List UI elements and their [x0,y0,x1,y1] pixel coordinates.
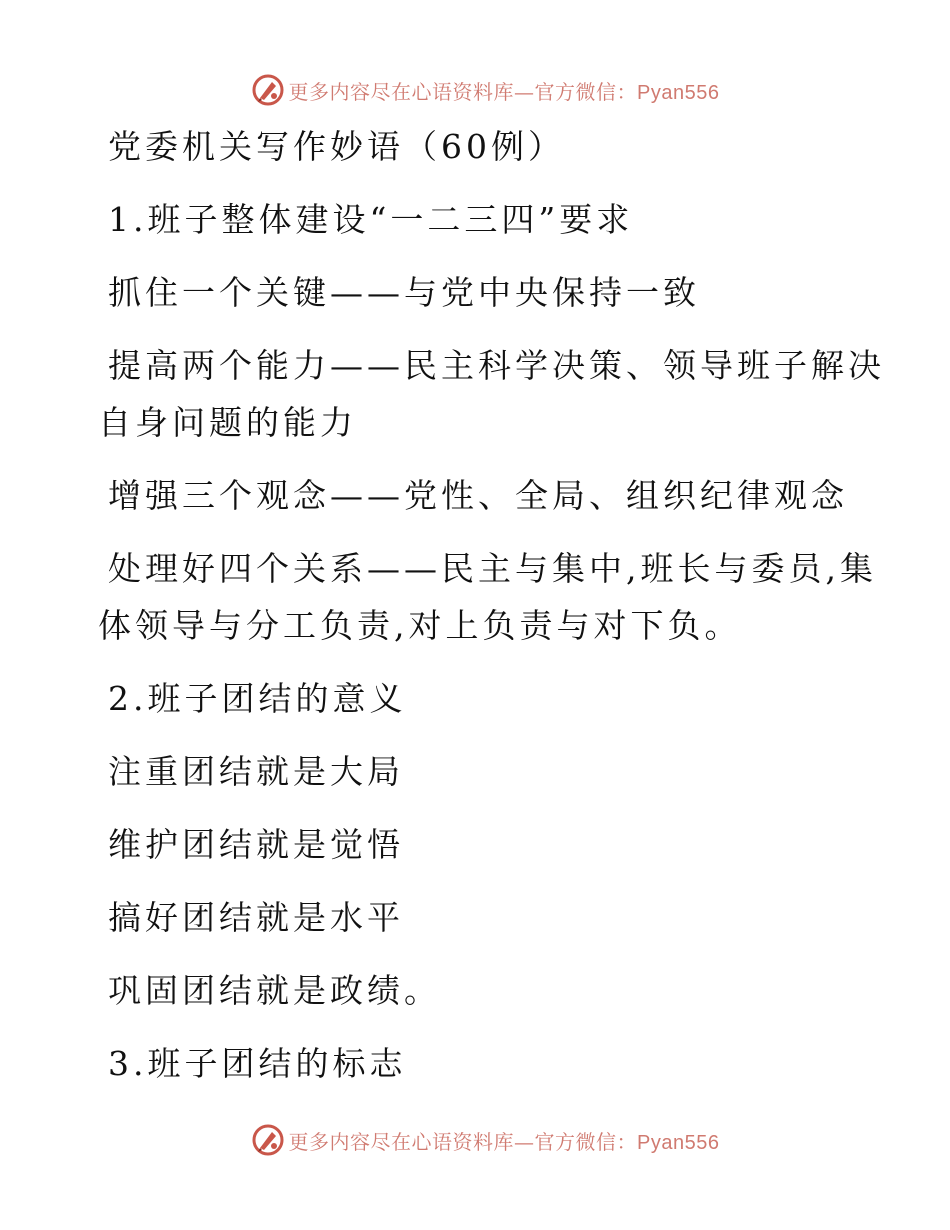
paragraph-line: 抓住一个关键——与党中央保持一致 [108,273,700,312]
watermark-text: 更多内容尽在心语资料库—官方微信：Pyan556 [288,79,720,104]
watermark-group [251,73,720,107]
paragraph-line: 注重团结就是大局 [108,752,404,791]
paragraph-line: 增强三个观念——党性、全局、组织纪律观念 [108,476,848,515]
section-heading-2: 2.班子团结的意义 [108,679,407,718]
paragraph-line: 处理好四个关系——民主与集中,班长与委员,集 [108,549,877,588]
section-heading-3: 3.班子团结的标志 [108,1044,407,1083]
document-body [98,118,885,1092]
paragraph-line: 搞好团结就是水平 [108,898,404,937]
pen-seal-icon [251,73,285,107]
document-title: 党委机关写作妙语（60例） [108,127,565,166]
section-heading-1: 1.班子整体建设“一二三四”要求 [108,200,634,239]
paragraph-line: 维护团结就是觉悟 [108,825,404,864]
watermark-text: 更多内容尽在心语资料库—官方微信：Pyan556 [288,1129,720,1154]
paragraph-line: 提高两个能力——民主科学决策、领导班子解决 [108,346,885,385]
header-watermark-banner [0,70,950,110]
pen-seal-icon [251,1123,285,1157]
paragraph-line-continued: 自身问题的能力 [98,403,357,442]
watermark-group [251,1123,720,1157]
paragraph-line: 巩固团结就是政绩。 [108,971,441,1010]
paragraph-line-continued: 体领导与分工负责,对上负责与对下负。 [98,606,742,645]
footer-watermark-banner [0,1120,950,1160]
